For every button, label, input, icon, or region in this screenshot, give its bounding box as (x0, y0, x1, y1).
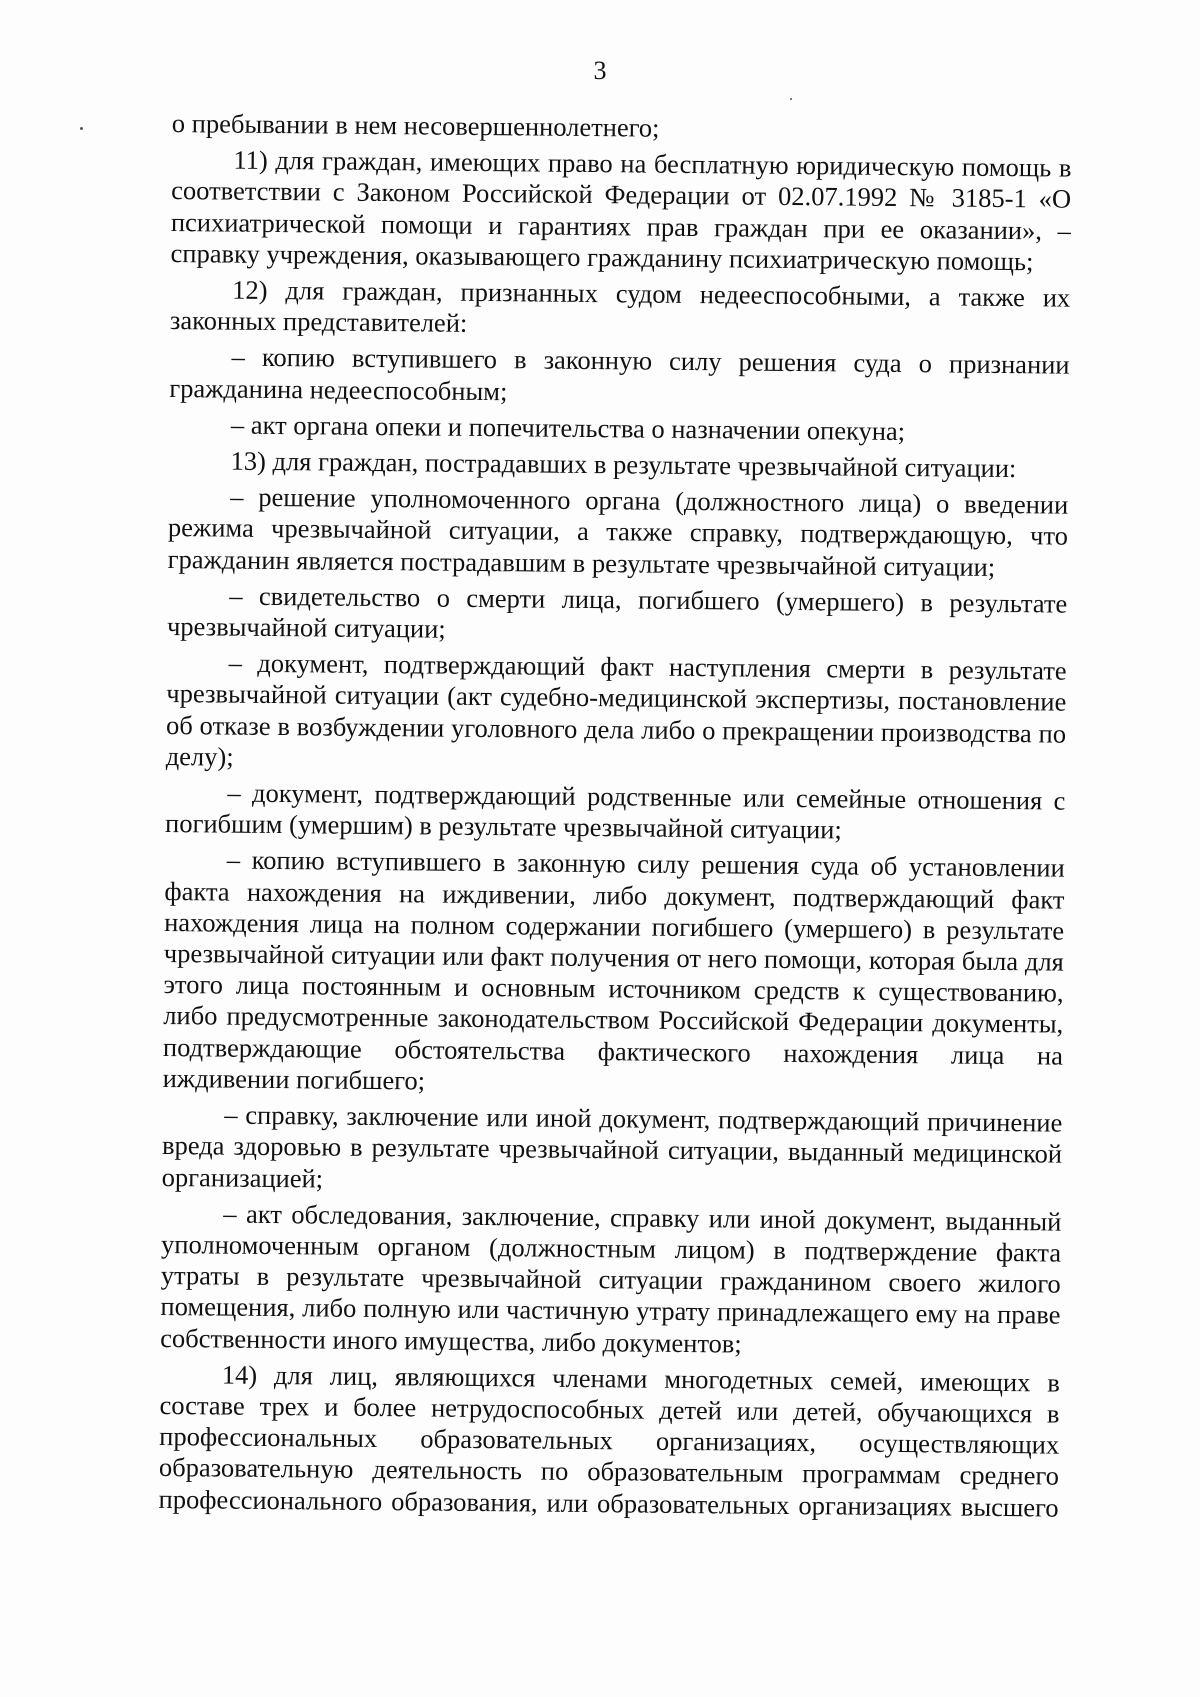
paragraph: 14) для лиц, являющихся членами многодетных семей, имеющих в составе трех и более нетрудоспособных детей или детей, обучающихся в профессиональных образовательных организациях, осуществляющих образовательную деятельность по образовательным программам среднего профессионального образования, или образовательных организациях высшего (158, 1359, 1060, 1523)
paragraph: – копию вступившего в законную силу решения суда о признании гражданина недееспособным; (169, 342, 1070, 406)
paragraph: – документ, подтверждающий факт наступления смерти в результате чрезвычайной ситуации (акт судебно-медицинской экспертизы, постановление об отказе в возбуждении уголовного дела либо о прекращении производства по делу); (165, 647, 1067, 772)
scan-speck (80, 127, 83, 130)
page-number: 3 (593, 56, 607, 85)
paragraph: – справку, заключение или иной документ, подтверждающий причинение вреда здоровью в результате чрезвычайной ситуации, выданный медицинской организацией; (161, 1099, 1063, 1193)
paragraph: – свидетельство о смерти лица, погибшего (умершего) в результате чрезвычайной ситуации; (166, 580, 1068, 644)
paragraph: о пребывании в нем несовершеннолетнего; (171, 108, 660, 143)
paragraph: – акт органа опеки и попечительства о назначении опекуна; (230, 409, 906, 446)
paragraph: – акт обследования, заключение, справку или иной документ, выданный уполномоченным органом (должностным лицом) в подтверждение факта утраты в результате чрезвычайной ситуации гражданином своего жилого помещения, либо полную или частичную утрату принадлежащего ему на праве собственности иного имущества, либо документов; (160, 1198, 1062, 1359)
paragraph: – копию вступившего в законную силу решения суда об установлении факта нахождения на иждивении, либо документ, подтверждающий факт нахождения лица на полном содержании погибшего (умершего) в результате чрезвычайной ситуации или факт получения от него помощи, которая была для этого лица постоянным и основным источником средств к существованию, либо предусмотренные законодательством Российской Федерации документы, подтверждающие обстоятельства фактического нахождения лица на иждивении погибшего; (162, 845, 1065, 1096)
paragraph: 12) для граждан, признанных судом недееспособными, а также их законных представителей: (169, 274, 1071, 339)
paragraph: 13) для граждан, пострадавших в результате чрезвычайной ситуации: (230, 445, 1017, 484)
paragraph: – решение уполномоченного органа (должностного лица) о введении режима чрезвычайной ситуации, а также справку, подтверждающую, что гражданин является пострадавшим в результате чрезвычайной ситуации; (167, 481, 1069, 582)
scan-speck (790, 98, 792, 100)
paragraph: – документ, подтверждающий родственные или семейные отношения с погибшим (умершим) в результате чрезвычайной ситуации; (164, 777, 1066, 845)
paragraph: 11) для граждан, имеющих право на бесплатную юридическую помощь в соответствии с Законом Российской Федерации от 02.07.1992 № 3185-1 «О психиатрической помощи и гарантиях прав граждан при ее оказании», – справку учреждения, оказывающего гражданину психиатрическую помощь; (170, 144, 1072, 277)
document-body (158, 108, 1072, 1528)
